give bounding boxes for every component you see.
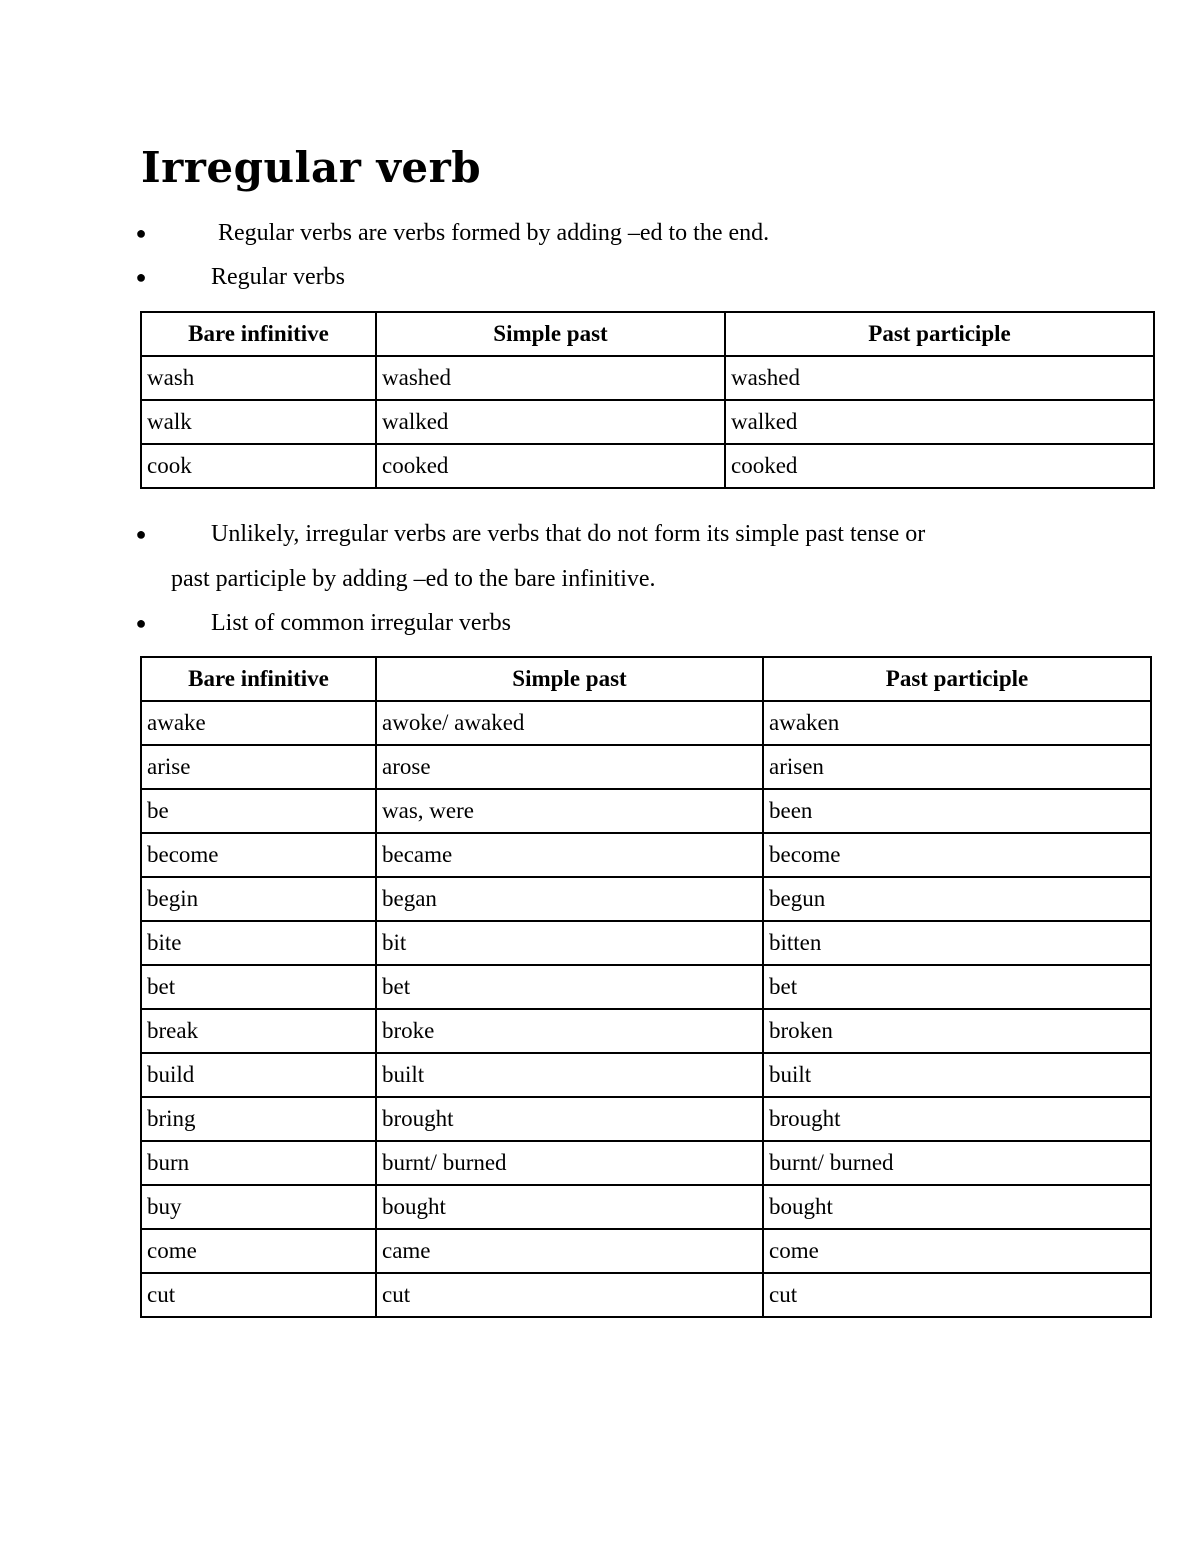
cell-bare-infinitive: bite (141, 921, 376, 965)
cell-past-participle: bet (763, 965, 1151, 1009)
cell-simple-past: brought (376, 1097, 763, 1141)
cell-simple-past: arose (376, 745, 763, 789)
table-row (141, 1053, 1151, 1097)
column-header-past-participle: Past participle (763, 657, 1151, 701)
cell-bare-infinitive: be (141, 789, 376, 833)
column-header-bare-infinitive: Bare infinitive (141, 312, 376, 356)
cell-bare-infinitive: wash (141, 356, 376, 400)
table-row (141, 1273, 1151, 1317)
cell-simple-past: came (376, 1229, 763, 1273)
cell-past-participle: come (763, 1229, 1151, 1273)
cell-simple-past: broke (376, 1009, 763, 1053)
bullet-dot-icon: ● (135, 613, 147, 633)
cell-past-participle: bitten (763, 921, 1151, 965)
cell-past-participle: walked (725, 400, 1154, 444)
table-row (141, 1097, 1151, 1141)
table-row (141, 965, 1151, 1009)
cell-bare-infinitive: bring (141, 1097, 376, 1141)
cell-past-participle: broken (763, 1009, 1151, 1053)
cell-simple-past: walked (376, 400, 725, 444)
cell-past-participle: been (763, 789, 1151, 833)
bullet-dot-icon: ● (135, 223, 147, 243)
cell-bare-infinitive: break (141, 1009, 376, 1053)
table-row (141, 1141, 1151, 1185)
table-row (141, 400, 1154, 444)
table-row (141, 444, 1154, 488)
cell-past-participle: built (763, 1053, 1151, 1097)
table-header-row (141, 312, 1154, 356)
cell-past-participle: cooked (725, 444, 1154, 488)
table-row (141, 789, 1151, 833)
cell-past-participle: become (763, 833, 1151, 877)
cell-past-participle: brought (763, 1097, 1151, 1141)
cell-bare-infinitive: walk (141, 400, 376, 444)
table-row (141, 745, 1151, 789)
bullet-text: Regular verbs (211, 264, 345, 290)
table-row (141, 1185, 1151, 1229)
cell-past-participle: arisen (763, 745, 1151, 789)
regular-verbs-table (140, 311, 1155, 489)
bullet-text: Regular verbs are verbs formed by adding –ed to the end. (218, 220, 770, 246)
cell-simple-past: cut (376, 1273, 763, 1317)
cell-simple-past: awoke/ awaked (376, 701, 763, 745)
cell-past-participle: awaken (763, 701, 1151, 745)
table-row (141, 701, 1151, 745)
cell-bare-infinitive: burn (141, 1141, 376, 1185)
column-header-simple-past: Simple past (376, 657, 763, 701)
cell-bare-infinitive: build (141, 1053, 376, 1097)
cell-simple-past: washed (376, 356, 725, 400)
column-header-past-participle: Past participle (725, 312, 1154, 356)
cell-simple-past: bet (376, 965, 763, 1009)
table-row (141, 1229, 1151, 1273)
bullet-dot-icon: ● (135, 524, 147, 544)
cell-bare-infinitive: begin (141, 877, 376, 921)
cell-bare-infinitive: buy (141, 1185, 376, 1229)
cell-past-participle: begun (763, 877, 1151, 921)
cell-simple-past: built (376, 1053, 763, 1097)
table-row (141, 833, 1151, 877)
bullet-text: List of common irregular verbs (211, 610, 511, 636)
cell-bare-infinitive: cook (141, 444, 376, 488)
column-header-bare-infinitive: Bare infinitive (141, 657, 376, 701)
bullet-dot-icon: ● (135, 267, 147, 287)
cell-past-participle: burnt/ burned (763, 1141, 1151, 1185)
cell-simple-past: burnt/ burned (376, 1141, 763, 1185)
cell-past-participle: washed (725, 356, 1154, 400)
cell-simple-past: became (376, 833, 763, 877)
cell-simple-past: bit (376, 921, 763, 965)
cell-past-participle: cut (763, 1273, 1151, 1317)
column-header-simple-past: Simple past (376, 312, 725, 356)
table-row (141, 921, 1151, 965)
cell-simple-past: began (376, 877, 763, 921)
cell-bare-infinitive: arise (141, 745, 376, 789)
cell-bare-infinitive: cut (141, 1273, 376, 1317)
irregular-verbs-table (140, 656, 1152, 1318)
table-row (141, 356, 1154, 400)
cell-bare-infinitive: come (141, 1229, 376, 1273)
cell-simple-past: was, were (376, 789, 763, 833)
cell-simple-past: cooked (376, 444, 725, 488)
bullet-text: Unlikely, irregular verbs are verbs that do not form its simple past tense or (211, 521, 926, 547)
cell-past-participle: bought (763, 1185, 1151, 1229)
cell-simple-past: bought (376, 1185, 763, 1229)
page-title: Irregular verb (141, 143, 482, 192)
table-row (141, 1009, 1151, 1053)
cell-bare-infinitive: become (141, 833, 376, 877)
table-row (141, 877, 1151, 921)
bullet-text: past participle by adding –ed to the bare infinitive. (171, 566, 656, 592)
table-header-row (141, 657, 1151, 701)
cell-bare-infinitive: awake (141, 701, 376, 745)
cell-bare-infinitive: bet (141, 965, 376, 1009)
